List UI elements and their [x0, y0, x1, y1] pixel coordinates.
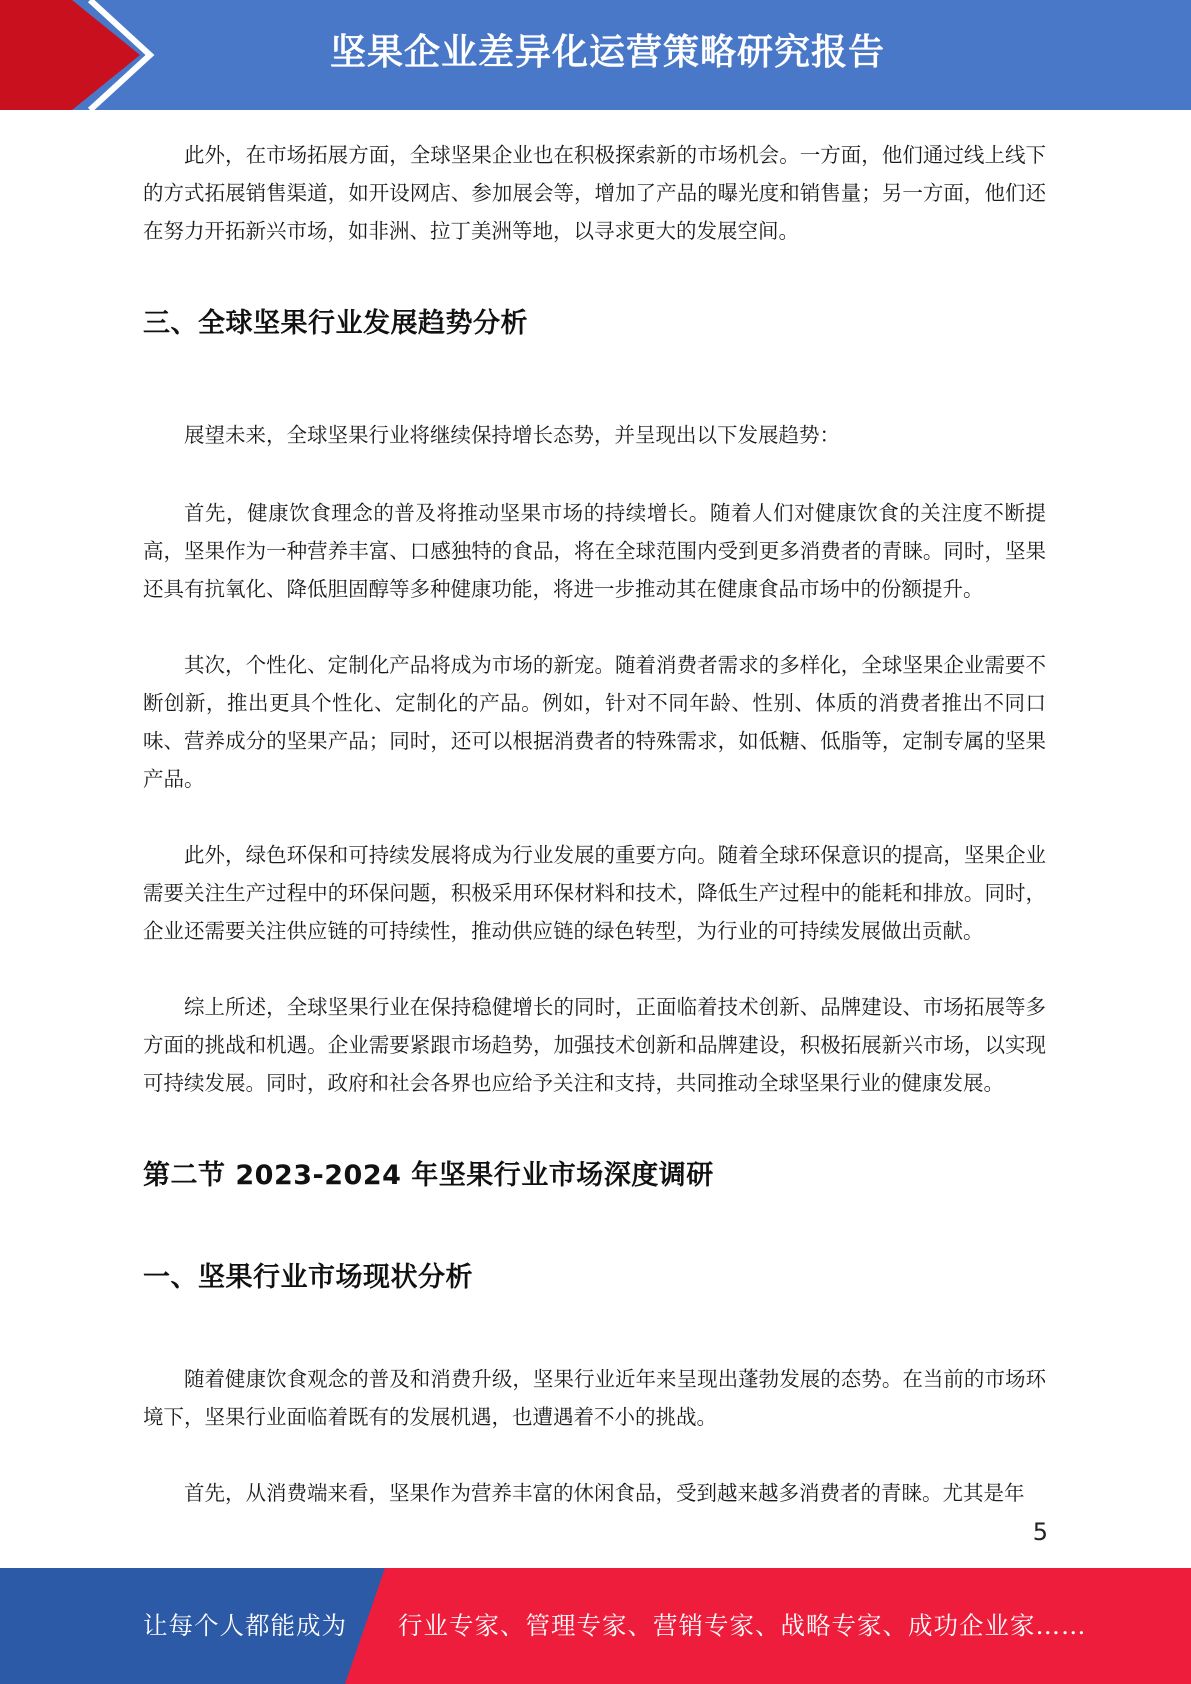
paragraph-summary: 综上所述，全球坚果行业在保持稳健增长的同时，正面临着技术创新、品牌建设、市场拓展等多方面的挑战和机遇。企业需要紧跟市场趋势，加强技术创新和品牌建设，积极拓展新兴市场，以实现可持续发展。同时，政府和社会各界也应给予关注和支持，共同推动全球坚果行业的健康发展。 [143, 995, 1046, 1095]
document-body [143, 136, 1046, 1512]
footer-slogan: 让每个人都能成为 [143, 1611, 347, 1640]
paragraph-green-trend: 此外，绿色环保和可持续发展将成为行业发展的重要方向。随着全球环保意识的提高，坚果企业需要关注生产过程中的环保问题，积极采用环保材料和技术，降低生产过程中的能耗和排放。同时，企业还需要关注供应链的可持续性，推动供应链的绿色转型，为行业的可持续发展做出贡献。 [143, 843, 1046, 943]
page-header-band [0, 0, 1191, 110]
page-number: 5 [1032, 1518, 1048, 1546]
paragraph-market-status-intro: 随着健康饮食观念的普及和消费升级，坚果行业近年来呈现出蓬勃发展的态势。在当前的市场环境下，坚果行业面临着既有的发展机遇，也遭遇着不小的挑战。 [143, 1367, 1046, 1429]
section-heading-global-trends: 三、全球坚果行业发展趋势分析 [143, 308, 528, 339]
page-footer-band [0, 1568, 1191, 1684]
paragraph-consumer-side: 首先，从消费端来看，坚果作为营养丰富的休闲食品，受到越来越多消费者的青睐。尤其是年 [184, 1481, 1025, 1505]
paragraph-market-expansion: 此外，在市场拓展方面，全球坚果企业也在积极探索新的市场机会。一方面，他们通过线上线下的方式拓展销售渠道，如开设网店、参加展会等，增加了产品的曝光度和销售量；另一方面，他们还在努力开拓新兴市场，如非洲、拉丁美洲等地，以寻求更大的发展空间。 [143, 143, 1046, 243]
footer-roles-list: 行业专家、管理专家、营销专家、战略专家、成功企业家…… [398, 1611, 1087, 1640]
chapter-section-heading: 第二节 2023-2024 年坚果行业市场深度调研 [143, 1160, 714, 1191]
paragraph-health-trend: 首先，健康饮食理念的普及将推动坚果市场的持续增长。随着人们对健康饮食的关注度不断提高，坚果作为一种营养丰富、口感独特的食品，将在全球范围内受到更多消费者的青睐。同时，坚果还具有抗氧化、降低胆固醇等多种健康功能，将进一步推动其在健康食品市场中的份额提升。 [143, 501, 1046, 601]
section-heading-market-status: 一、坚果行业市场现状分析 [143, 1262, 473, 1293]
report-title: 坚果企业差异化运营策略研究报告 [329, 32, 885, 73]
paragraph-personalization-trend: 其次，个性化、定制化产品将成为市场的新宠。随着消费者需求的多样化，全球坚果企业需要不断创新，推出更具个性化、定制化的产品。例如，针对不同年龄、性别、体质的消费者推出不同口味、营养成分的坚果产品；同时，还可以根据消费者的特殊需求，如低糖、低脂等，定制专属的坚果产品。 [143, 653, 1046, 791]
paragraph-outlook-intro: 展望未来，全球坚果行业将继续保持增长态势，并呈现出以下发展趋势： [184, 423, 840, 447]
